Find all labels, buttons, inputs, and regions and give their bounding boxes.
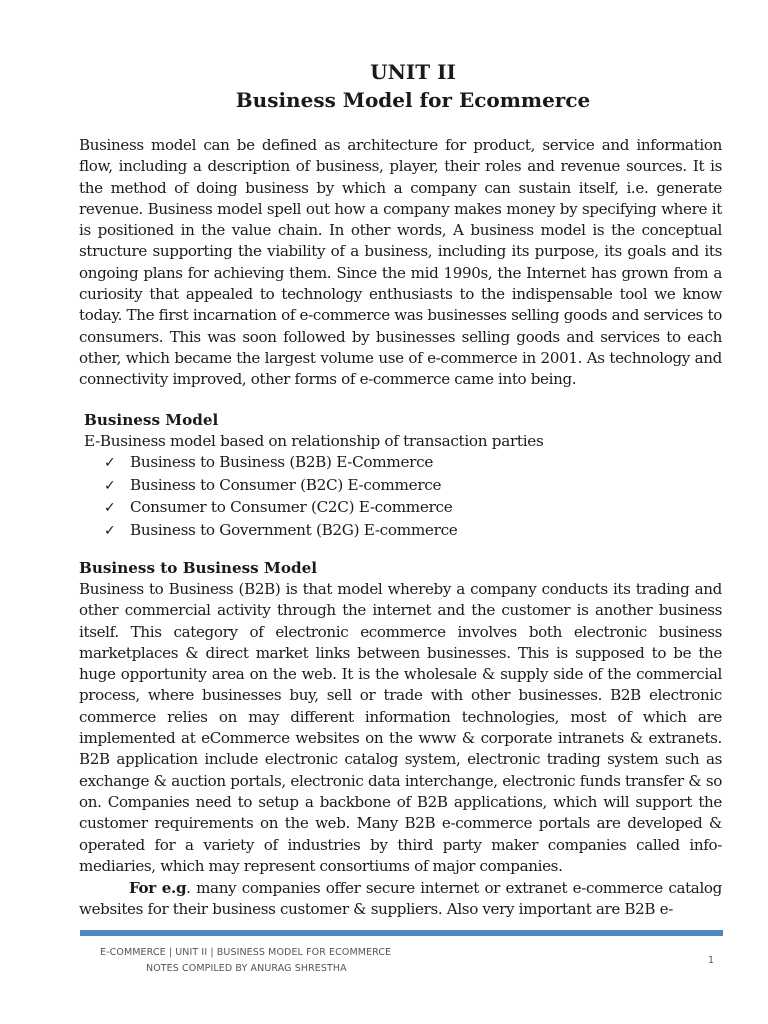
footer-divider	[80, 930, 723, 936]
checkmark-icon: ✓	[104, 455, 116, 471]
footer-title: E-COMMERCE | UNIT II | BUSINESS MODEL FOR ECOMMERCE	[100, 947, 392, 958]
list-item-label: Consumer to Consumer (C2C) E-commerce	[130, 498, 453, 517]
list-item	[104, 452, 457, 475]
page-number: 1	[708, 955, 715, 966]
list-item-label: Business to Government (B2G) E-commerce	[130, 521, 458, 540]
list-item	[104, 497, 457, 520]
list-item-label: Business to Business (B2B) E-Commerce	[130, 453, 434, 471]
footer-author: NOTES COMPILED BY ANURAG SHRESTHA	[146, 963, 347, 974]
business-model-list	[104, 452, 457, 543]
checkmark-icon: ✓	[104, 500, 116, 517]
example-lead: For e.g	[129, 879, 187, 897]
example-paragraph	[79, 878, 722, 921]
page-title-block	[0, 58, 768, 114]
example-text: . many companies offer secure internet or extranet e-commerce catalog websites for their business customer & suppliers. Also very important are B2B e-	[79, 879, 722, 919]
b2b-paragraph: Business to Business (B2B) is that model whereby a company conducts its trading and other commercial activity through the internet and the customer is another business itself. This category of electronic ecommerce involves both electronic business marketplaces & direct market links between businesses. This is supposed to be the huge opportunity area on the web. It is the wholesale & supply side of the commercial process, where businesses buy, sell or trade with other businesses. B2B electronic commerce relies on may different information technologies, most of which are implemented at eCommerce websites on the www & corporate intranets & extranets. B2B application include electronic catalog system, electronic trading system such as exchange & auction portals, electronic data interchange, electronic funds transfer & so on. Companies need to setup a backbone of B2B applications, which will support the customer requirements on the web. Many B2B e-commerce portals are developed & operated for a variety of industries by third party maker companies called info-mediaries, which may represent consortiums of major companies.	[79, 580, 722, 875]
intro-paragraph: Business model can be defined as architecture for product, service and information flow, including a description of business, player, their roles and revenue sources. It is the method of doing business by which a company can sustain itself, i.e. generate revenue. Business model spell out how a company makes money by specifying where it is positioned in the value chain. In other words, A business model is the conceptual structure supporting the viability of a business, including its purpose, its goals and its ongoing plans for achieving them. Since the mid 1990s, the Internet has grown from a curiosity that appealed to technology enthusiasts to the indispensable tool we know today. The first incarnation of e-commerce was businesses selling goods and services to consumers. This was soon followed by businesses selling goods and services to each other, which became the largest volume use of e-commerce in 2001. As technology and connectivity improved, other forms of e-commerce came into being.	[79, 136, 722, 389]
checkmark-icon: ✓	[104, 477, 116, 494]
business-model-heading: Business Model	[84, 411, 219, 429]
business-model-subheading: E-Business model based on relationship of transaction parties	[84, 432, 544, 450]
page-title: Business Model for Ecommerce	[235, 88, 591, 112]
b2b-heading: Business to Business Model	[79, 559, 318, 577]
list-item	[104, 475, 457, 498]
list-item-label: Business to Consumer (B2C) E-commerce	[130, 475, 442, 494]
list-item	[104, 520, 457, 543]
checkmark-icon: ✓	[104, 523, 116, 540]
unit-title: UNIT II	[370, 60, 456, 84]
